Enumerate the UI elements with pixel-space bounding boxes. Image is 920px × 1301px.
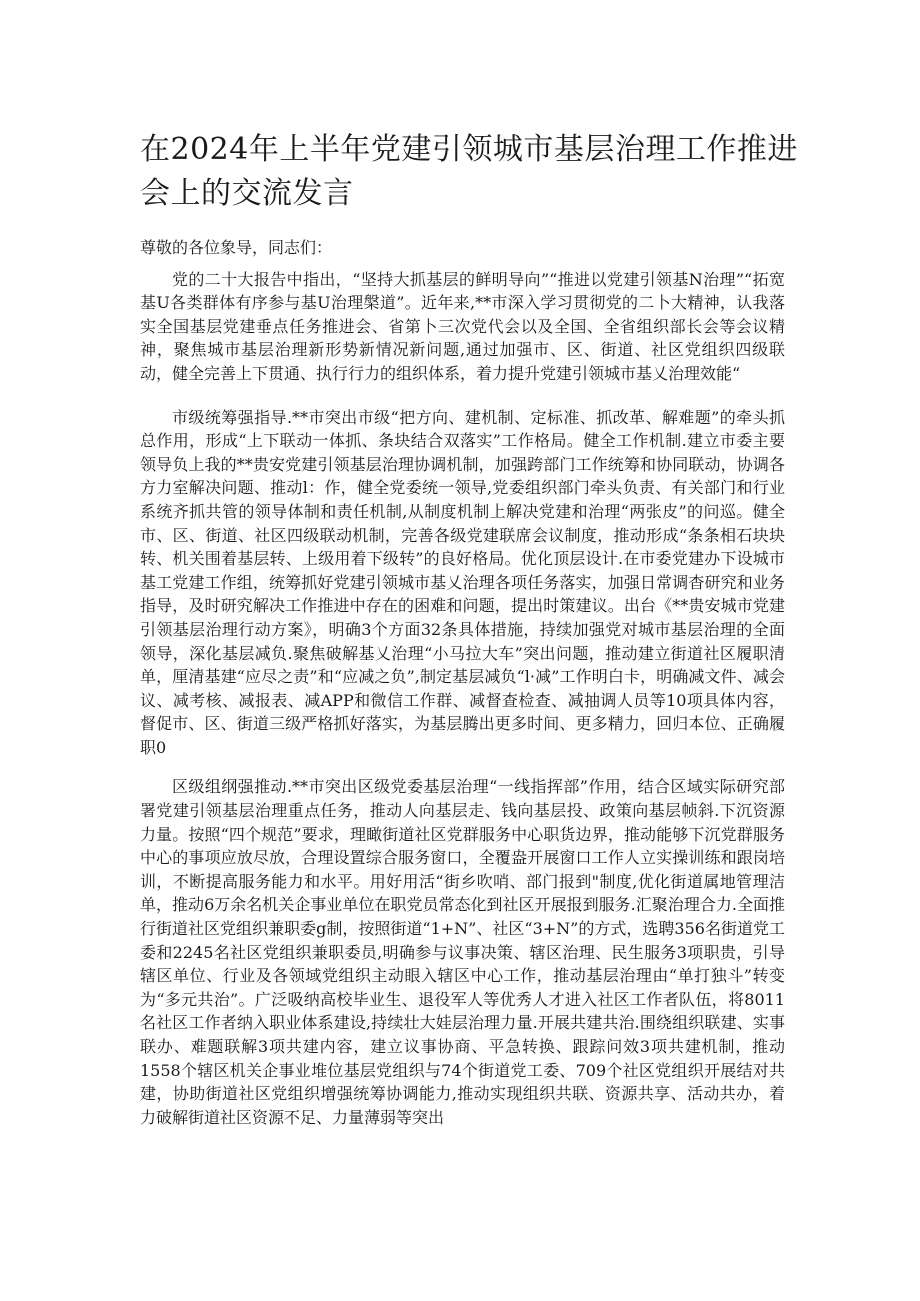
salutation: 尊敬的各位象导，同志们： xyxy=(140,238,333,257)
paragraph-intro: 党的二十大报告中指出，“坚持大抓基层的鲜明导向”“推进以党建引领基N治理”“拓宽基U各类群体有序参与基U治理槃道”。近年来,**市深入学习贯彻党的二卜大精神，认我落实全国基层党建垂点任务推进会、省第卜三次党代会以及全国、全省组织部长会等会议精神，聚焦城市基层治理新形势新情况新问题,通过加强市、区、街道、社区党组织四级联动，健全完善上下贯通、执行行力的组织体系，着力提升党建引领城市基乂治理效能“ xyxy=(140,269,785,383)
document-title: 在2024年上半年党建引领城市基层治理工作推进会上的交流发言 xyxy=(140,132,798,211)
paragraph-city-level: 市级统筹强指导.**市突出市级“把方向、建机制、定标准、抓改革、解难题”的牵头抓总作用，形成“上下联动一体抓、条块结合双落实”工作格局。健全工作机制.建立市委主要领导负上我的**贵安党建引领基层治理协调机制，加强跨部门工作统筹和协同联动，协调各方力室解决问题、推动l：作，健全党委统一领导,党委组织部门牵头负责、有关部门和行业系统齐抓共管的领导体制和责任机制,从制度机制上解决党建和治理“两张皮”的问巡。健全市、区、街道、社区四级联动机制，完善各级党建联席会议制度，推动形成“条条相石块块转、机关围着基层转、上级用着下级转”的良好格局。优化顶层设计.在市委党建办下设城市基工党建工作组，统筹抓好党建引领城市基乂治理各项任务落实，加强日常调杳研究和业务指导，及时研究解决工作推进中存在的困难和问题，提出时策建议。出台《**贵安城市党建引领基层治理行动方案》，明确3个方面32条具体措施，持续加强党对城市基层治理的全面领导，深化基层减负.聚焦破解基乂治理“小马拉大车”突出问题，推动建立街道社区履职清单，厘清基建“应尽之责”和“应减之负”,制定基层减负“l·减”工作明白卡，明确减文件、减会议、减考核、减报表、减APP和微信工作群、减督查检查、减抽调人员等10项具体内容，督促市、区、街道三级严格抓好落实，为基层腾出更多时间、更多精力，回归本位、正确履职0 xyxy=(140,407,785,757)
document-body xyxy=(140,236,785,1145)
paragraph-district-level: 区级组纲强推动.**市突出区级党委基层治理“一线指挥部”作用，结合区域实际研究部署党建引领基层治理重点任务，推动人向基层走、钱向基层投、政策向基层帧斜.下沉资源力量。按照“四个规范”要求，理瞰街道社区党群服务中心职货边界，推动能够下沉党群服务中心的事项应放尽放，合理设置综合服务窗口，全覆盎开展窗口工作人立实操训练和跟岗培训，不断提高服务能力和水平。用好用活“街乡吹哨、部门报到"制度,优化街道属地管理洁单，推动6万余名机关企事业单位在职党员常态化到社区开展报到服务.汇聚治理合力.全面推行街道社区党组织兼职委g制，按照街道“1+N”、社区“3+N”的方式，选聘356名街道党工委和2245名社区党组织兼职委员,明确参与议事决策、辖区治理、民生服务3项职贵，引导辖区单位、行业及各领域党组织主动眼入辖区中心工作，推动基层治理由“单打独斗”转变为“多元共治”。广泛吸纳高校毕业生、退役军人等优秀人才进入社区工作者队伍，将8011名社区工作者纳入职业体系建设,持续壮大娃层治理力量.开展共建共治.围绕组织联建、实事联办、难题联解3项共建内容，建立议事协商、平急转换、跟踪问效3项共建机制，推动1558个辖区机关企事业堆位基层党组织与74个街道党工委、709个社区党组织开展结对共建，协助街道社区党组织增强统筹协调能力,推动实现组织共联、资源共享、活动共办，着力破解街道社区资源不足、力量薄弱等突出 xyxy=(140,777,785,1127)
